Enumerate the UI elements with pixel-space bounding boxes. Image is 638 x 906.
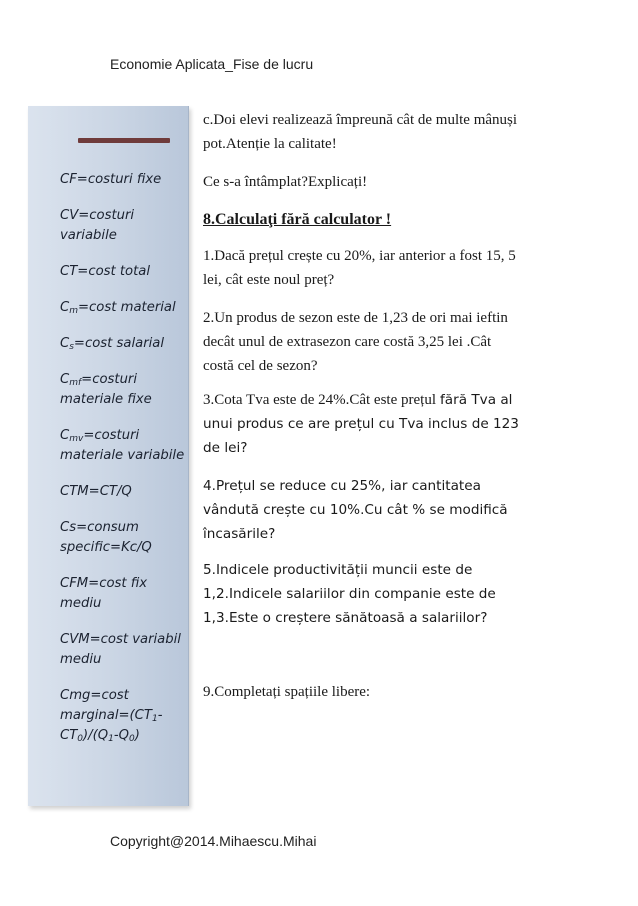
section-8-heading: 8.Calculaţi fără calculator ! <box>203 211 392 228</box>
question-3-first-line: 3.Cota Tva este de 24%.Cât este prețul <box>203 392 436 408</box>
question-3-rest: fără Tva al unui produs ce are prețul cu Tva inclus de 123 de lei? <box>203 392 519 456</box>
formula-item: $C_s=\cos t$ salarial <box>60 336 165 352</box>
formula-item: $C_{mv}=costuri$ materiale variabile <box>60 428 185 463</box>
question-1: 1.Dacă prețul crește cu 20%, iar anterior a fost 15, 5 lei, cât este noul preț? <box>203 248 516 288</box>
formula-item: $C_m=\cos t$ material <box>60 300 176 316</box>
question-5: 5.Indicele productivității muncii este de 1,2.Indicele salariilor din companie este de 1,3.Este o creștere sănătoasă a salariilor? <box>203 562 496 626</box>
page-header: Economie Aplicata_Fise de lucru <box>110 56 314 72</box>
intro-question: Ce s-a întâmplat?Explicați! <box>203 174 368 190</box>
formula-list <box>60 170 186 762</box>
formula-item: CV=costuri variabile <box>60 208 135 243</box>
formula-item: CVM=cost variabil mediu <box>60 632 181 667</box>
question-4: 4.Prețul se reduce cu 25%, iar cantitatea vândută crește cu 10%.Cu cât % se modifică încasările? <box>203 478 508 542</box>
formula-item: CT=cost total <box>60 264 151 279</box>
page-footer: Copyright@2014.Mihaescu.Mihai <box>110 833 317 849</box>
section-9: 9.Completați spațiile libere: <box>203 684 371 700</box>
formula-item: $C_{mf}=costuri$ materiale fixe <box>60 372 152 407</box>
decorative-bar <box>78 138 170 143</box>
main-content <box>203 108 525 704</box>
question-2: 2.Un produs de sezon este de 1,23 de ori mai ieftin decât unul de extrasezon care costă 3,25 lei .Cât costă cel de sezon? <box>203 310 508 374</box>
formula-item: Cs=consum specific=Kc/Q <box>60 520 152 555</box>
intro-c: c.Doi elevi realizează împreună cât de multe mânuși pot.Atenție la calitate! <box>203 112 518 152</box>
formula-item: CF=costuri fixe <box>60 172 162 187</box>
formula-item: CFM=cost fix mediu <box>60 576 148 611</box>
question-3 <box>203 388 525 460</box>
formula-item-marginal-cost: Cmg=cost $marginal=(CT_1-CT_0)/(Q_1-Q_0)$ <box>60 688 163 744</box>
formula-item: CTM=CT/Q <box>60 484 132 499</box>
formula-sidebar <box>28 106 189 806</box>
